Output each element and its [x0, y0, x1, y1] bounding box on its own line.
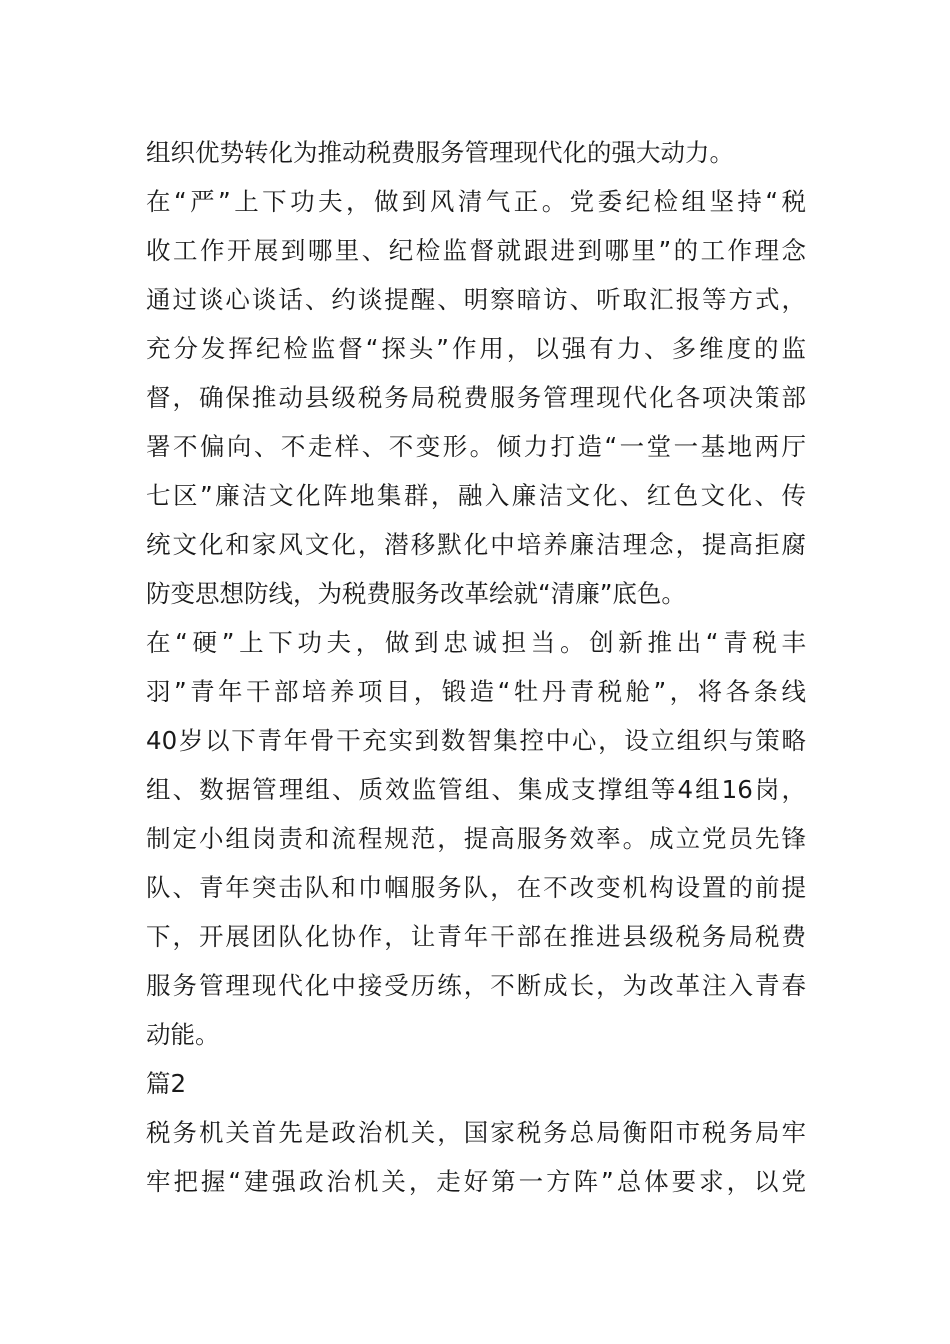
text-line-4: 通过谈心谈话、约谈提醒、明察暗访、听取汇报等方式， [146, 285, 806, 314]
text-line-7: 署不偏向、不走样、不变形。倾力打造“一堂一基地两厅 [146, 432, 806, 461]
text-line-2: 在“严”上下功夫，做到风清气正。党委纪检组坚持“税 [146, 187, 806, 216]
text-line-8: 七区”廉洁文化阵地集群，融入廉洁文化、红色文化、传 [146, 481, 806, 510]
text-line-10: 防变思想防线，为税费服务改革绘就“清廉”底色。 [146, 579, 686, 608]
text-line-11: 在“硬”上下功夫，做到忠诚担当。创新推出“青税丰 [146, 628, 806, 657]
text-line-9: 统文化和家风文化，潜移默化中培养廉洁理念，提高拒腐 [146, 530, 806, 559]
text-line-18: 服务管理现代化中接受历练，不断成长，为改革注入青春 [146, 971, 806, 1000]
text-line-12: 羽”青年干部培养项目，锻造“牡丹青税舱”，将各条线 [146, 677, 806, 706]
text-line-13: 40岁以下青年骨干充实到数智集控中心，设立组织与策略 [146, 726, 806, 755]
text-line-21: 税务机关首先是政治机关，国家税务总局衡阳市税务局牢 [146, 1118, 806, 1147]
text-line-5: 充分发挥纪检监督“探头”作用，以强有力、多维度的监 [146, 334, 806, 363]
section-heading: 篇2 [146, 1069, 187, 1098]
text-line-6: 督，确保推动县级税务局税费服务管理现代化各项决策部 [146, 383, 806, 412]
text-line-19: 动能。 [146, 1020, 220, 1049]
text-line-1: 组织优势转化为推动税费服务管理现代化的强大动力。 [146, 138, 734, 167]
text-line-15: 制定小组岗责和流程规范，提高服务效率。成立党员先锋 [146, 824, 806, 853]
document-body [146, 128, 806, 1206]
text-line-14: 组、数据管理组、质效监管组、集成支撑组等4组16岗， [146, 775, 806, 804]
text-line-17: 下，开展团队化协作，让青年干部在推进县级税务局税费 [146, 922, 806, 951]
text-line-16: 队、青年突击队和巾帼服务队，在不改变机构设置的前提 [146, 873, 806, 902]
text-line-22: 牢把握“建强政治机关，走好第一方阵”总体要求，以党 [146, 1167, 806, 1196]
text-line-3: 收工作开展到哪里、纪检监督就跟进到哪里”的工作理念 [146, 236, 806, 265]
